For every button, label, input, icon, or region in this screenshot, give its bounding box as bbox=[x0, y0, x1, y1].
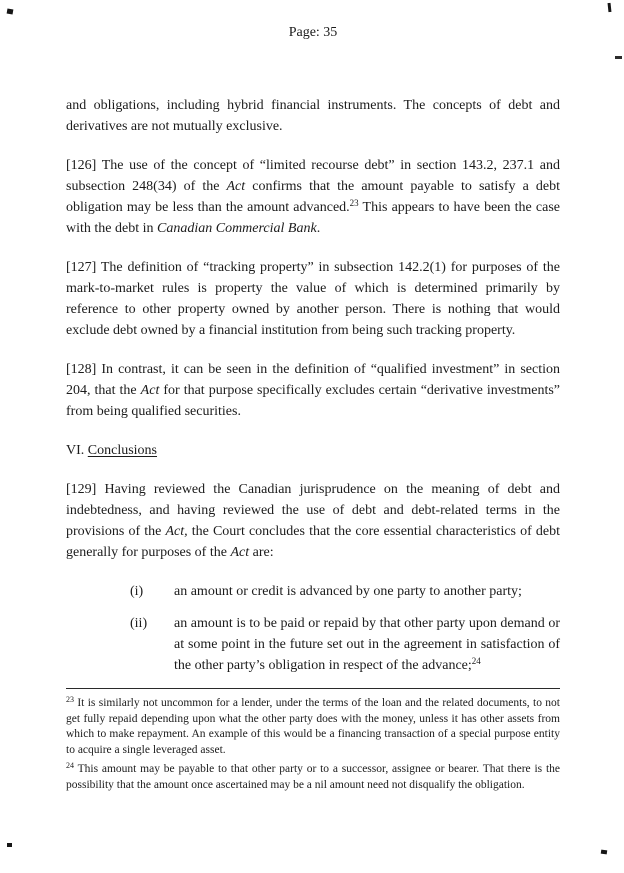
conclusions-list bbox=[130, 581, 560, 676]
scan-artifact-right-edge bbox=[615, 56, 622, 59]
paragraph-continuation bbox=[66, 95, 560, 137]
footnote-24-marker: 24 bbox=[66, 761, 74, 770]
section-heading-conclusions bbox=[66, 440, 560, 461]
text-run: confirms that the amount payable to satisfy a debt obligation may be less than the amount advanced. bbox=[66, 179, 560, 215]
paragraph-128 bbox=[66, 359, 560, 422]
footnote-24-text: This amount may be payable to that other party or to a successor, assignee or bearer. That there is the possibility that the amount once ascertained may be a nil amount need not disqualify the obligation. bbox=[66, 763, 560, 791]
paragraph-127 bbox=[66, 257, 560, 341]
text-run: [126] The use of the concept of “limited recourse debt” in section 143.2, 237.1 and subsection 248(34) of the bbox=[66, 158, 560, 194]
page-number-header: Page: 35 bbox=[288, 25, 338, 40]
heading-title-underlined: Conclusions bbox=[87, 443, 158, 458]
list-item-i bbox=[130, 581, 560, 602]
text-run: [129] Having reviewed the Canadian jurisprudence on the meaning of debt and indebtedness, and having reviewed the use of debt and debt-related terms in the provisions of the bbox=[66, 482, 560, 539]
heading-number: VI. bbox=[66, 443, 88, 458]
footnote-23 bbox=[66, 696, 560, 758]
text-run: and obligations, including hybrid financial instruments. The concepts of debt and derivatives are not mutually exclusive. bbox=[66, 98, 560, 134]
text-run: [127] The definition of “tracking property” in subsection 142.2(1) for purposes of the mark-to-market rules is property the value of which is determined primarily by reference to other property owned by another person. There is nothing that would exclude debt owned by a financial institution from being such tracking property. bbox=[66, 260, 560, 338]
text-run: are: bbox=[249, 545, 274, 560]
text-run: the Court concludes that the core essential characteristics of debt generally for purposes of the bbox=[66, 524, 560, 560]
scan-artifact-top-left bbox=[7, 9, 14, 15]
statute-name-italic: Act bbox=[230, 545, 250, 560]
scan-artifact-top-right bbox=[608, 3, 612, 12]
list-marker-ii: (ii) bbox=[130, 616, 148, 631]
footnote-separator-rule bbox=[66, 688, 560, 689]
statute-name-italic: Act bbox=[226, 179, 246, 194]
paragraph-126 bbox=[66, 155, 560, 239]
footnotes-section bbox=[66, 696, 560, 793]
scan-artifact-bottom-left bbox=[7, 843, 12, 847]
footnote-24 bbox=[66, 762, 560, 793]
statute-name-italic: Act, bbox=[165, 524, 188, 539]
list-item-ii bbox=[130, 613, 560, 676]
case-name-italic: Canadian Commercial Bank bbox=[157, 221, 317, 236]
list-item-i-text bbox=[174, 581, 560, 602]
scan-artifact-bottom-right bbox=[601, 850, 607, 855]
text-run: . bbox=[316, 221, 321, 236]
list-item-ii-text bbox=[174, 613, 560, 676]
footnote-23-text: It is similarly not uncommon for a lender, under the terms of the loan and the related documents, to not get fully repaid depending upon what the other party does with the money, unless it has other assets from which to make repayment. An example of this would be a financing transaction of a special purpose entity to acquire a single leveraged asset. bbox=[66, 697, 560, 756]
footnote-ref-24: 24 bbox=[471, 656, 481, 666]
text-run: This appears to have been the case with the debt in bbox=[66, 200, 560, 236]
paragraph-129 bbox=[66, 479, 560, 563]
text-run: an amount is to be paid or repaid by that other party upon demand or at some point in the future set out in the agreement in satisfaction of the other party’s obligation in respect of the advance; bbox=[174, 616, 560, 673]
footnote-ref-23: 23 bbox=[349, 198, 359, 208]
text-run: [128] In contrast, it can be seen in the definition of “qualified investment” in section 204, that the bbox=[66, 362, 560, 398]
text-run: for that purpose specifically excludes certain “derivative investments” from being qualified securities. bbox=[66, 383, 560, 419]
footnote-23-marker: 23 bbox=[66, 695, 74, 704]
statute-name-italic: Act bbox=[140, 383, 160, 398]
list-marker-i: (i) bbox=[130, 584, 144, 599]
text-run: an amount or credit is advanced by one party to another party; bbox=[174, 584, 522, 599]
